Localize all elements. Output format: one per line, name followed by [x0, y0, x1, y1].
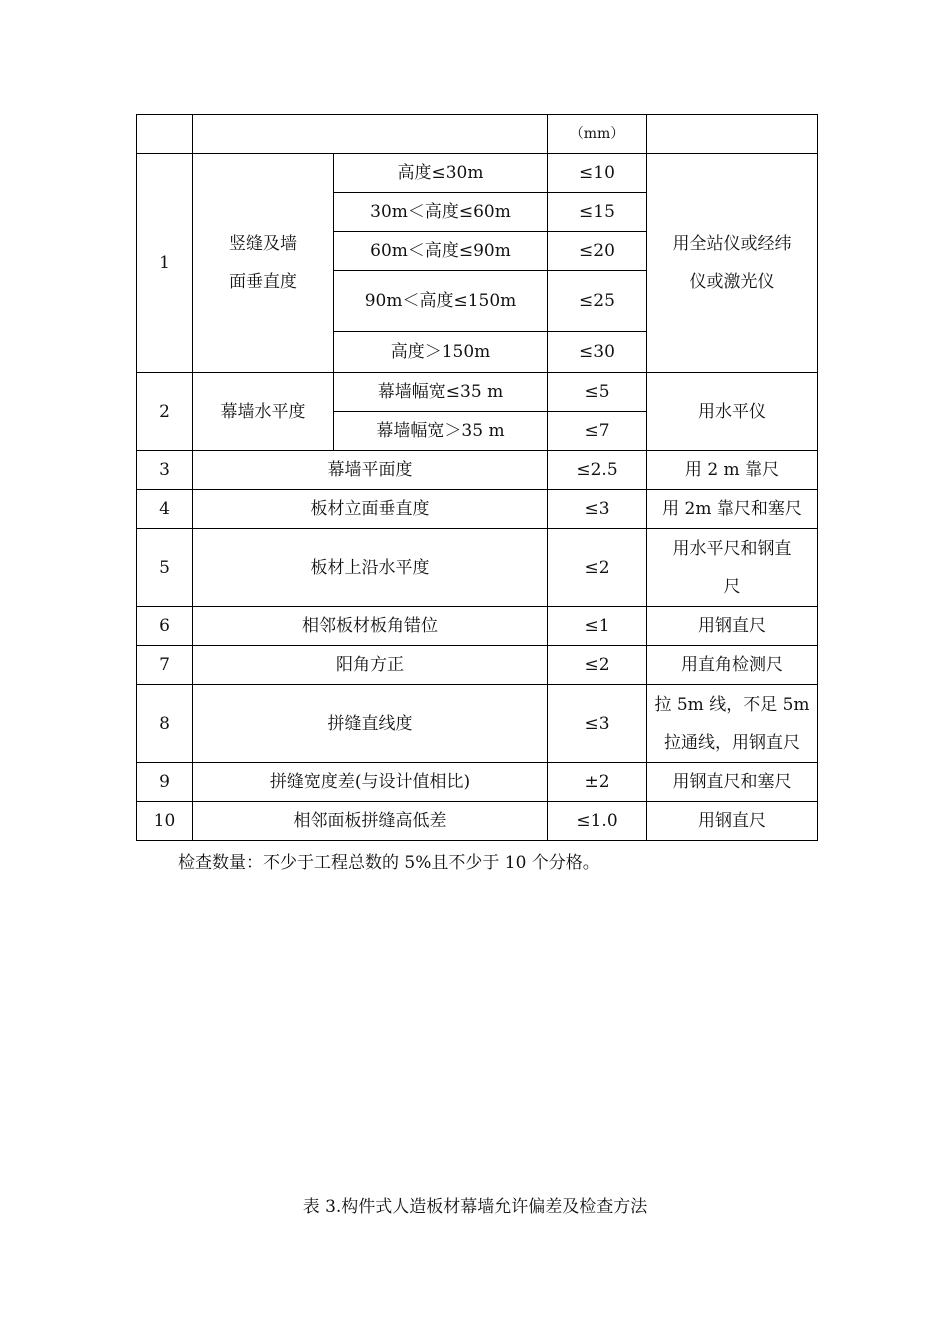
- inspection-method: 用直角检测尺: [647, 646, 818, 685]
- tolerance-value: ≤25: [548, 271, 647, 332]
- inspection-method: 用钢直尺: [647, 802, 818, 841]
- inspection-method: 用 2 m 靠尺: [647, 451, 818, 490]
- item-name: 板材上沿水平度: [193, 529, 548, 607]
- method-line: 用全站仪或经纬: [672, 234, 792, 254]
- header-item-cell: [193, 115, 548, 154]
- sub-condition: 高度≤30m: [334, 154, 548, 193]
- tolerance-value: ≤10: [548, 154, 647, 193]
- row-number: 9: [137, 763, 193, 802]
- tolerance-value: ≤20: [548, 232, 647, 271]
- table-caption: 表 3.构件式人造板材幕墙允许偏差及检查方法: [302, 1197, 648, 1217]
- inspection-quantity-note: 检查数量：不少于工程总数的 5%且不少于 10 个分格。: [178, 853, 600, 873]
- tolerance-value: ≤15: [548, 193, 647, 232]
- item-name: 阳角方正: [193, 646, 548, 685]
- row-number: 3: [137, 451, 193, 490]
- item-name-line: 竖缝及墙: [229, 234, 297, 254]
- inspection-method: [647, 529, 818, 607]
- inspection-method: 用水平仪: [647, 373, 818, 451]
- table-row: [137, 373, 818, 412]
- table-row: [137, 451, 818, 490]
- tolerance-value: ≤3: [548, 685, 647, 763]
- table-header-row: [137, 115, 818, 154]
- table-row: [137, 607, 818, 646]
- tolerance-value: ≤1: [548, 607, 647, 646]
- method-line: 用水平尺和钢直: [672, 538, 792, 559]
- table-row: [137, 763, 818, 802]
- item-name-line: 面垂直度: [229, 272, 297, 292]
- tolerance-value: ≤7: [548, 412, 647, 451]
- row-number: 5: [137, 529, 193, 607]
- table-row: [137, 685, 818, 763]
- inspection-method: [647, 154, 818, 373]
- item-name: 幕墙平面度: [193, 451, 548, 490]
- item-name: 相邻面板拼缝高低差: [193, 802, 548, 841]
- row-number: 2: [137, 373, 193, 451]
- item-name: 拼缝直线度: [193, 685, 548, 763]
- method-line: 仪或激光仪: [689, 272, 775, 292]
- method-line: 拉 5m 线，不足 5m: [654, 694, 810, 715]
- row-number: 8: [137, 685, 193, 763]
- tolerance-value: ≤5: [548, 373, 647, 412]
- item-name: 相邻板材板角错位: [193, 607, 548, 646]
- row-number: 1: [137, 154, 193, 373]
- item-name: 幕墙水平度: [193, 373, 334, 451]
- inspection-method: 用 2m 靠尺和塞尺: [647, 490, 818, 529]
- item-name: 拼缝宽度差(与设计值相比): [193, 763, 548, 802]
- method-line: 拉通线，用钢直尺: [664, 732, 800, 753]
- method-line: 尺: [723, 576, 741, 597]
- table-row: [137, 646, 818, 685]
- inspection-method: [647, 685, 818, 763]
- row-number: 4: [137, 490, 193, 529]
- tolerance-value: ≤3: [548, 490, 647, 529]
- sub-condition: 高度＞150m: [334, 332, 548, 373]
- table-row: [137, 802, 818, 841]
- tolerance-value: ≤30: [548, 332, 647, 373]
- tolerance-value: ≤1.0: [548, 802, 647, 841]
- row-number: 7: [137, 646, 193, 685]
- table-row: [137, 529, 818, 607]
- header-unit-cell: （mm）: [548, 115, 647, 154]
- inspection-method: 用钢直尺和塞尺: [647, 763, 818, 802]
- row-number: 10: [137, 802, 193, 841]
- inspection-method: 用钢直尺: [647, 607, 818, 646]
- sub-condition: 90m＜高度≤150m: [334, 271, 548, 332]
- tolerance-value: ≤2.5: [548, 451, 647, 490]
- tolerance-value: ±2: [548, 763, 647, 802]
- tolerance-table: [136, 114, 818, 841]
- sub-condition: 60m＜高度≤90m: [334, 232, 548, 271]
- tolerance-value: ≤2: [548, 646, 647, 685]
- sub-condition: 幕墙幅宽≤35 m: [334, 373, 548, 412]
- tolerance-value: ≤2: [548, 529, 647, 607]
- table-row: [137, 154, 818, 193]
- header-no-cell: [137, 115, 193, 154]
- item-name: [193, 154, 334, 373]
- row-number: 6: [137, 607, 193, 646]
- sub-condition: 幕墙幅宽＞35 m: [334, 412, 548, 451]
- item-name: 板材立面垂直度: [193, 490, 548, 529]
- table-row: [137, 490, 818, 529]
- header-method-cell: [647, 115, 818, 154]
- sub-condition: 30m＜高度≤60m: [334, 193, 548, 232]
